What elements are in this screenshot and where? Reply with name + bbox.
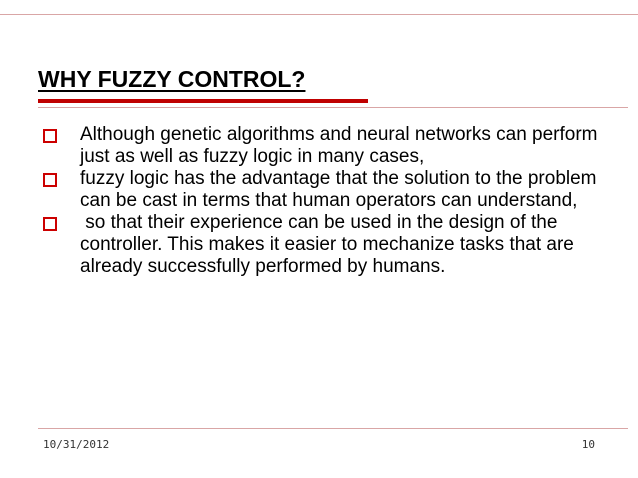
page-number: 10: [581, 438, 595, 451]
square-bullet-icon: [43, 129, 57, 143]
list-item: [38, 124, 613, 168]
bullet-text: so that their experience can be used in the design of the controller. This makes it easier to mechanize tasks that are already successfully performed by humans.: [80, 212, 580, 277]
footer-divider: [38, 428, 628, 429]
top-decorative-line: [0, 14, 638, 15]
list-item: [38, 212, 613, 278]
bullet-text: Although genetic algorithms and neural networks can perform just as well as fuzzy logic in many cases,: [80, 124, 598, 167]
bullet-list: [38, 124, 613, 278]
square-bullet-icon: [43, 173, 57, 187]
square-bullet-icon: [43, 217, 57, 231]
bullet-text: fuzzy logic has the advantage that the solution to the problem can be cast in terms that human operators can understand,: [80, 168, 597, 211]
footer-date: 10/31/2012: [43, 438, 110, 451]
list-item: [38, 168, 613, 212]
title-divider: [38, 107, 628, 108]
slide-title: WHY FUZZY CONTROL?: [38, 66, 306, 92]
title-accent-bar: [38, 99, 368, 103]
